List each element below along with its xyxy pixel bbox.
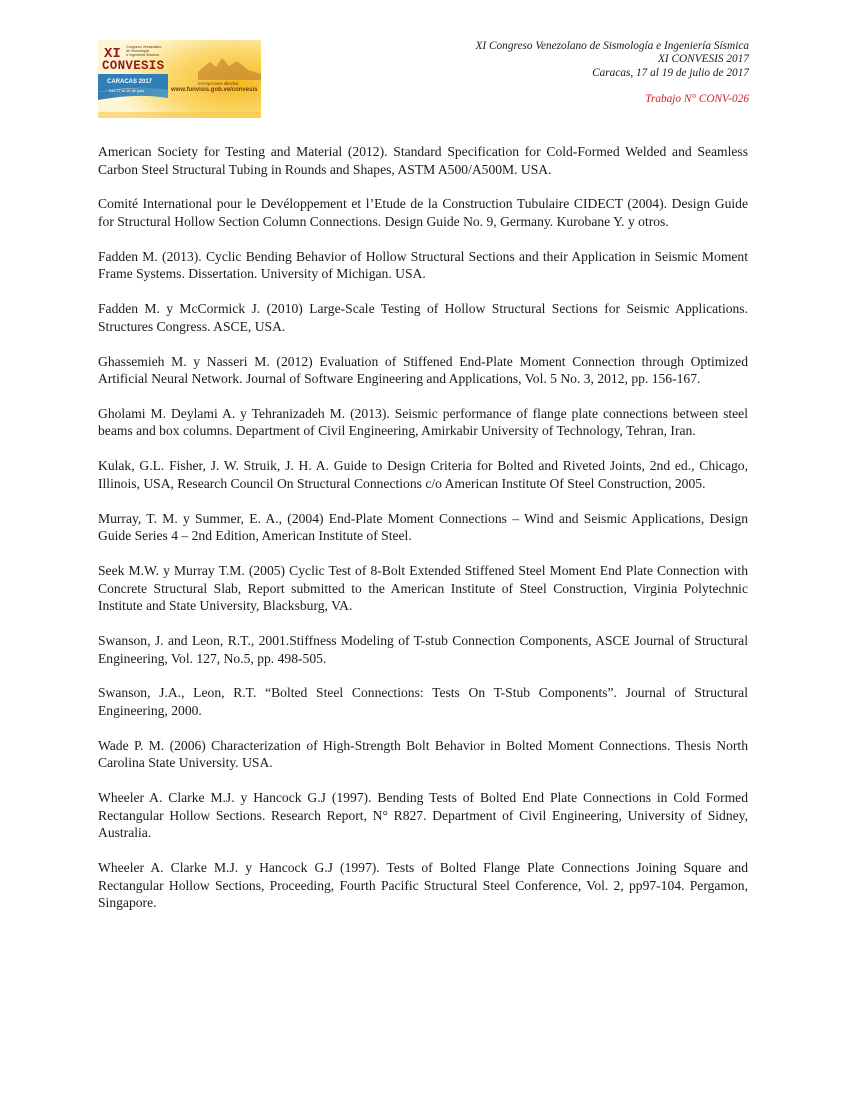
reference-item: Wheeler A. Clarke M.J. y Hancock G.J (1997). Bending Tests of Bolted End Plate Connections in Cold Formed Rectangular Hollow Sections. Research Report, N° R827. Department of Civil Engineering, University of Sidney, Australia. <box>98 790 748 841</box>
reference-item: Wade P. M. (2006) Characterization of High-Strength Bolt Behavior in Bolted Moment Connections. Thesis North Carolina State University. USA. <box>98 737 748 771</box>
reference-item: Wheeler A. Clarke M.J. y Hancock G.J (1997). Tests of Bolted Flange Plate Connections Joining Square and Rectangular Hollow Sections, Proceeding, Fourth Pacific Structural Steel Conference, Vol. 2, pp97-104. Pergamon, Singapore. <box>98 860 748 911</box>
reference-list <box>98 143 748 929</box>
page-header <box>476 40 750 107</box>
reference-item: American Society for Testing and Material (2012). Standard Specification for Cold-Formed Welded and Seamless Carbon Steel Structural Tubing in Rounds and Shapes, ASTM A500/A500M. USA. <box>98 144 748 177</box>
reference-item: Murray, T. M. y Summer, E. A., (2004) End-Plate Moment Connections – Wind and Seismic Applications, Design Guide Series 4 – 2nd Edition, American Institute of Steel. <box>98 510 748 544</box>
reference-item: Swanson, J. and Leon, R.T., 2001.Stiffness Modeling of T-stub Connection Components, ASCE Journal of Structural Engineering, Vol. 127, No.5, pp. 498-505. <box>98 633 748 666</box>
logo-subtitle-line: Congreso Venezolano <box>126 45 162 49</box>
reference-item: Fadden M. y McCormick J. (2010) Large-Scale Testing of Hollow Structural Sections for Seismic Applications. Structures Congress. ASCE, USA. <box>98 301 748 334</box>
logo-city: CARACAS 2017 <box>107 79 153 85</box>
logo-roman-numeral: XI <box>104 46 121 62</box>
logo-dates: Del 17 al 19 de julio <box>109 88 145 93</box>
reference-item: Fadden M. (2013). Cyclic Bending Behavior of Hollow Structural Sections and their Application in Seismic Moment Frame Systems. Dissertation. University of Michigan. USA. <box>98 248 748 282</box>
event-edition: XI CONVESIS 2017 <box>658 53 749 66</box>
reference-item: Seek M.W. y Murray T.M. (2005) Cyclic Test of 8-Bolt Extended Stiffened Steel Moment End Plate Connection with Concrete Structural Slab, Report submitted to the American Institute of Steel Construction, Virginia Polytechnic Institute and State University, Blacksburg, VA. <box>98 563 748 614</box>
event-place-date: Caracas, 17 al 19 de julio de 2017 <box>592 66 749 79</box>
logo-name: CONVESIS <box>102 59 165 73</box>
logo-registration: Inscripciones abiertas <box>198 81 239 86</box>
logo-subtitle <box>126 45 186 58</box>
paper-id: Trabajo N° CONV-026 <box>645 93 749 106</box>
convesis-logo <box>98 40 261 118</box>
event-title: XI Congreso Venezolano de Sismología e Ingeniería Sísmica <box>475 40 749 52</box>
reference-item: Comité International pour le Devéloppement et l’Etude de la Construction Tubulaire CIDECT (2004). Design Guide for Structural Hollow Section Column Connections. Design Guide No. 9, Germany. Kurobane Y. y otros. <box>98 196 748 229</box>
logo-subtitle-line: de Sismología <box>126 49 149 54</box>
reference-item: Ghassemieh M. y Nasseri M. (2012) Evaluation of Stiffened End-Plate Moment Connection through Optimized Artificial Neural Network. Journal of Software Engineering and Applications, Vol. 5 No. 3, 2012, pp. 156-167. <box>98 353 748 387</box>
reference-item: Swanson, J.A., Leon, R.T. “Bolted Steel Connections: Tests On T-Stub Components”. Journal of Structural Engineering, 2000. <box>98 685 748 718</box>
logo-subtitle-line: e Ingeniería Sísmica <box>126 53 159 58</box>
logo-url: www.funvisis.gob.ve/convesis <box>171 87 258 93</box>
reference-item: Kulak, G.L. Fisher, J. W. Struik, J. H. A. Guide to Design Criteria for Bolted and Riveted Joints, 2nd ed., Chicago, Illinois, USA, Research Council On Structural Connections c/o American Institute Of Steel Construction, 2005. <box>98 458 748 491</box>
reference-item: Gholami M. Deylami A. y Tehranizadeh M. (2013). Seismic performance of flange plate connections between steel beams and box columns. Department of Civil Engineering, Amirkabir University of Technology, Tehran, Iran. <box>98 405 748 439</box>
